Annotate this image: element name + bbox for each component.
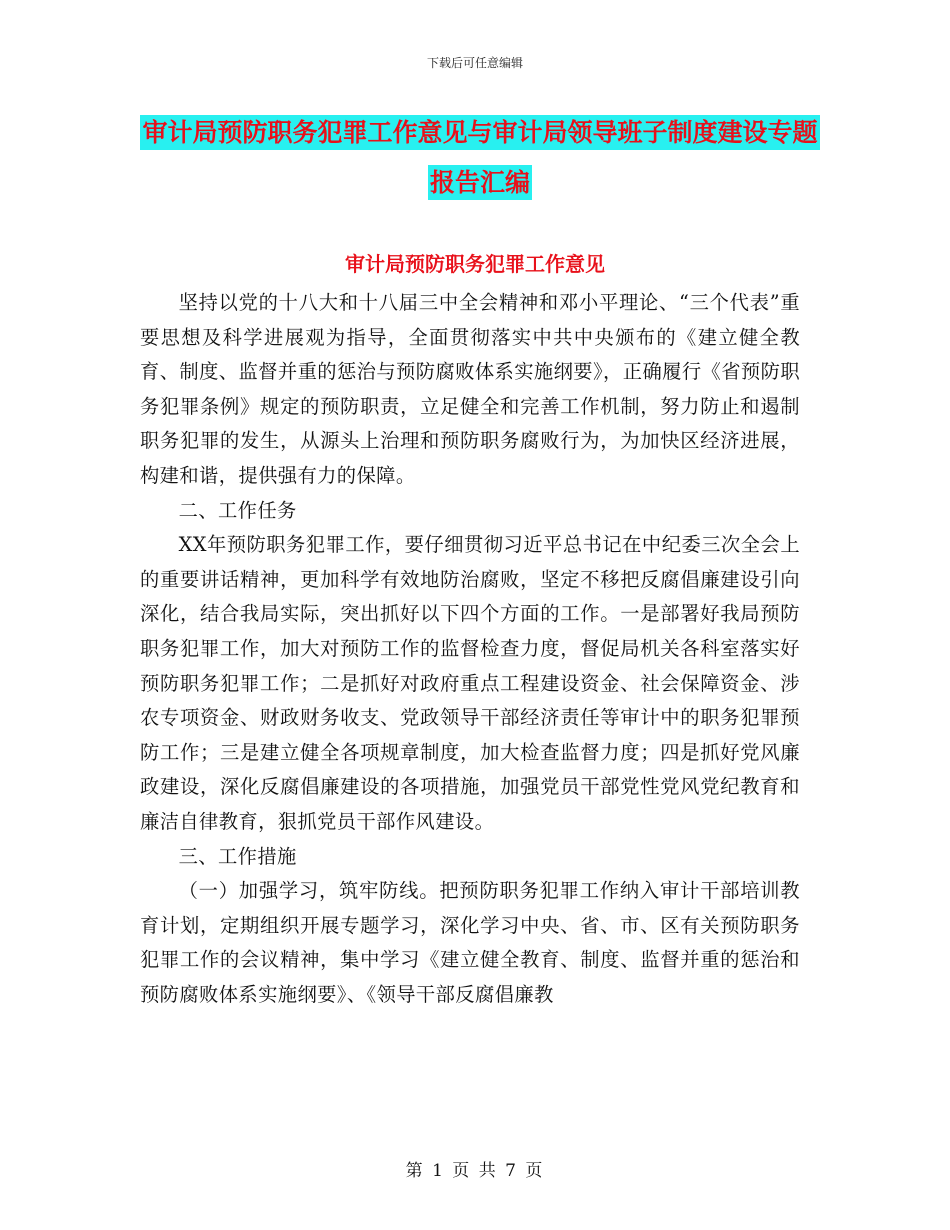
heading-work-measures: 三、工作措施 <box>178 844 297 868</box>
document-body <box>140 286 800 1012</box>
document-title-text: 审计局预防职务犯罪工作意见与审计局领导班子制度建设专题报告汇编 <box>140 115 819 200</box>
paragraph-work-tasks: XX年预防职务犯罪工作，要仔细贯彻习近平总书记在中纪委三次全会上的重要讲话精神，更加科学有效地防治腐败，坚定不移把反腐倡廉建设引向深化，结合我局实际，突出抓好以下四个方面的工作。一是部署好我局预防职务犯罪工作，加大对预防工作的监督检查力度，督促局机关各科室落实好预防职务犯罪工作；二是抓好对政府重点工程建设资金、社会保障资金、涉农专项资金、财政财务收支、党政领导干部经济责任等审计中的职务犯罪预防工作；三是建立健全各项规章制度，加大检查监督力度；四是抓好党风廉政建设，深化反腐倡廉建设的各项措施，加强党员干部党性党风党纪教育和廉洁自律教育，狠抓党员干部作风建设。 <box>140 533 800 833</box>
document-title <box>140 108 820 208</box>
paragraph-intro: 坚持以党的十八大和十八届三中全会精神和邓小平理论、“三个代表”重要思想及科学进展观为指导，全面贯彻落实中共中央颁布的《建立健全教育、制度、监督并重的惩治与预防腐败体系实施纲要》，正确履行《省预防职务犯罪条例》规定的预防职责，立足健全和完善工作机制，努力防止和遏制职务犯罪的发生，从源头上治理和预防职务腐败行为，为加快区经济进展，构建和谐，提供强有力的保障。 <box>140 291 800 487</box>
heading-work-tasks: 二、工作任务 <box>178 498 297 522</box>
page-indicator: 第 1 页 共 7 页 <box>405 1161 545 1181</box>
paragraph-measure-one: （一）加强学习，筑牢防线。把预防职务犯罪工作纳入审计干部培训教育计划，定期组织开展专题学习，深化学习中央、省、市、区有关预防职务犯罪工作的会议精神，集中学习《建立健全教育、制度、监督并重的惩治和预防腐败体系实施纲要》、《领导干部反腐倡廉教 <box>140 879 800 1006</box>
section-title: 审计局预防职务犯罪工作意见 <box>345 252 605 276</box>
header-note: 下载后可任意编辑 <box>426 56 523 70</box>
